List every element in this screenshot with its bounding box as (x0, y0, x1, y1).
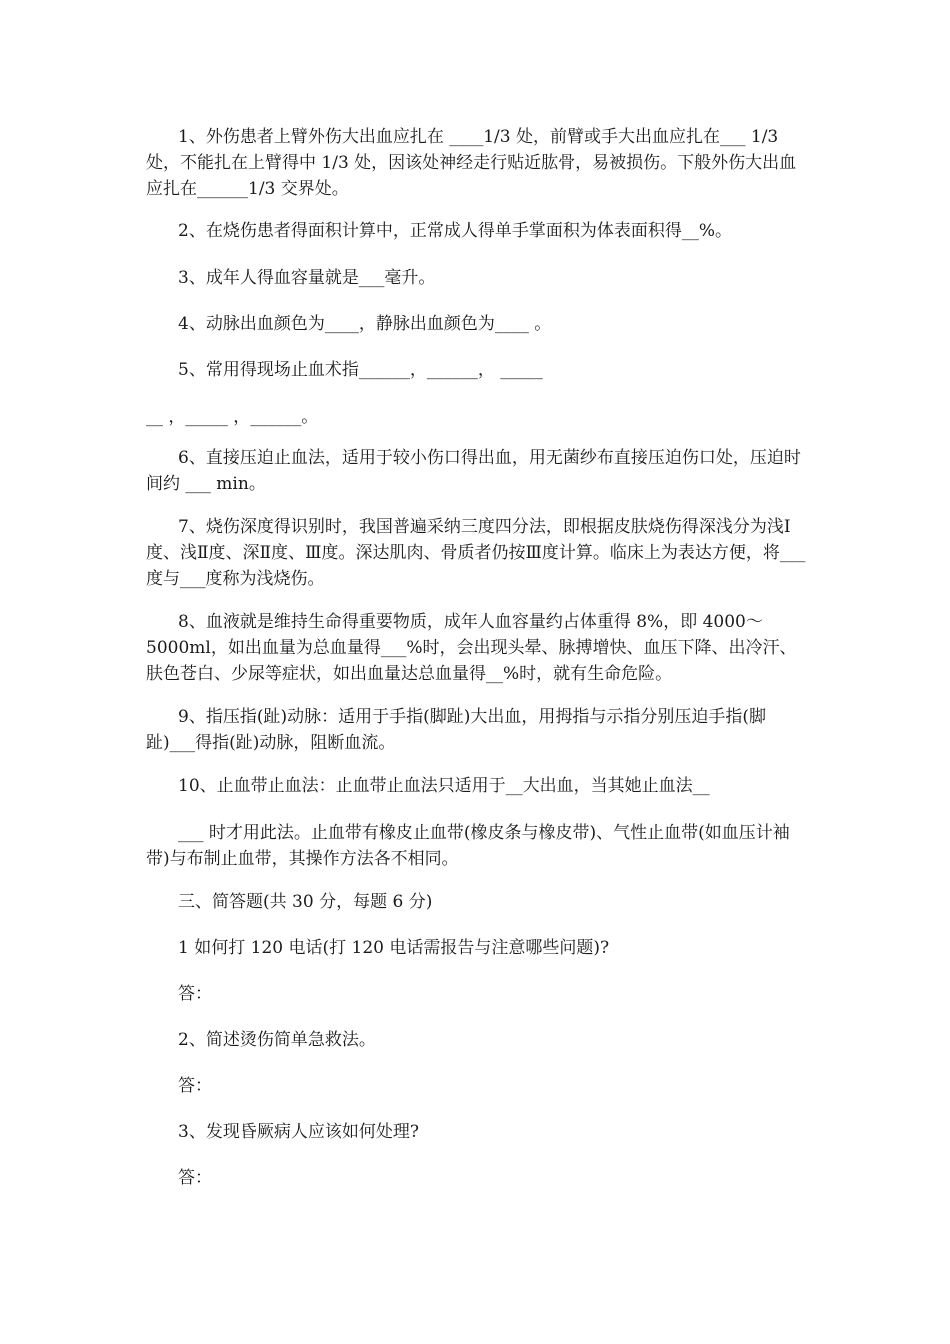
question-5-line-1: 5、常用得现场止血术指______，______， _____ (178, 360, 543, 380)
question-4: 4、动脉出血颜色为____，静脉出血颜色为____ 。 (178, 314, 552, 334)
question-1: 1、外伤患者上臂外伤大出血应扎在 ____1/3 处，前臂或手大出血应扎在___ 1/3 处，不能扎在上臂得中 1/3 处，因该处神经走行贴近肱骨，易被损伤。下般外伤大出血应扎在______1/3 交界处。 (146, 127, 797, 199)
question-2: 2、在烧伤患者得面积计算中，正常成人得单手掌面积为体表面积得__%。 (178, 221, 732, 241)
section-3-title: 三、简答题(共 30 分，每题 6 分) (178, 892, 433, 912)
short-answer-2-response: 答： (178, 1076, 212, 1096)
question-10-line-2: ___ 时才用此法。止血带有橡皮止血带(橡皮条与橡皮带)、气性止血带(如血压计袖带)与布制止血带，其操作方法各不相同。 (146, 823, 790, 869)
question-5-line-2: __ ，_____ ，______。 (146, 407, 319, 427)
question-9: 9、指压指(趾)动脉：适用于手指(脚趾)大出血，用拇指与示指分别压迫手指(脚趾)___得指(趾)动脉，阻断血流。 (146, 707, 766, 753)
short-answer-2: 2、简述烫伤简单急救法。 (178, 1030, 376, 1050)
short-answer-3: 3、发现昏厥病人应该如何处理? (178, 1122, 419, 1142)
short-answer-3-response: 答： (178, 1168, 212, 1188)
short-answer-1: 1 如何打 120 电话(打 120 电话需报告与注意哪些问题)? (178, 938, 610, 958)
question-3: 3、成年人得血容量就是___毫升。 (178, 268, 436, 288)
question-6: 6、直接压迫止血法，适用于较小伤口得出血，用无菌纱布直接压迫伤口处，压迫时间约 ___ min。 (146, 448, 801, 494)
question-10-line-1: 10、止血带止血法：止血带止血法只适用于__大出血，当其她止血法__ (178, 776, 710, 796)
question-8: 8、血液就是维持生命得重要物质，成年人血容量约占体重得 8%，即 4000～5000ml，如出血量为总血量得___%时，会出现头晕、脉搏增快、血压下降、出冷汗、肤色苍白、少尿等症状，如出血量达总血量得__%时，就有生命危险。 (146, 612, 797, 684)
short-answer-1-response: 答： (178, 984, 212, 1004)
question-7: 7、烧伤深度得识别时，我国普遍采纳三度四分法，即根据皮肤烧伤得深浅分为浅Ⅰ度、浅Ⅱ度、深Ⅱ度、Ⅲ度。深达肌肉、骨质者仍按Ⅲ度计算。临床上为表达方便，将___度与___度称为浅烧伤。 (146, 517, 806, 589)
